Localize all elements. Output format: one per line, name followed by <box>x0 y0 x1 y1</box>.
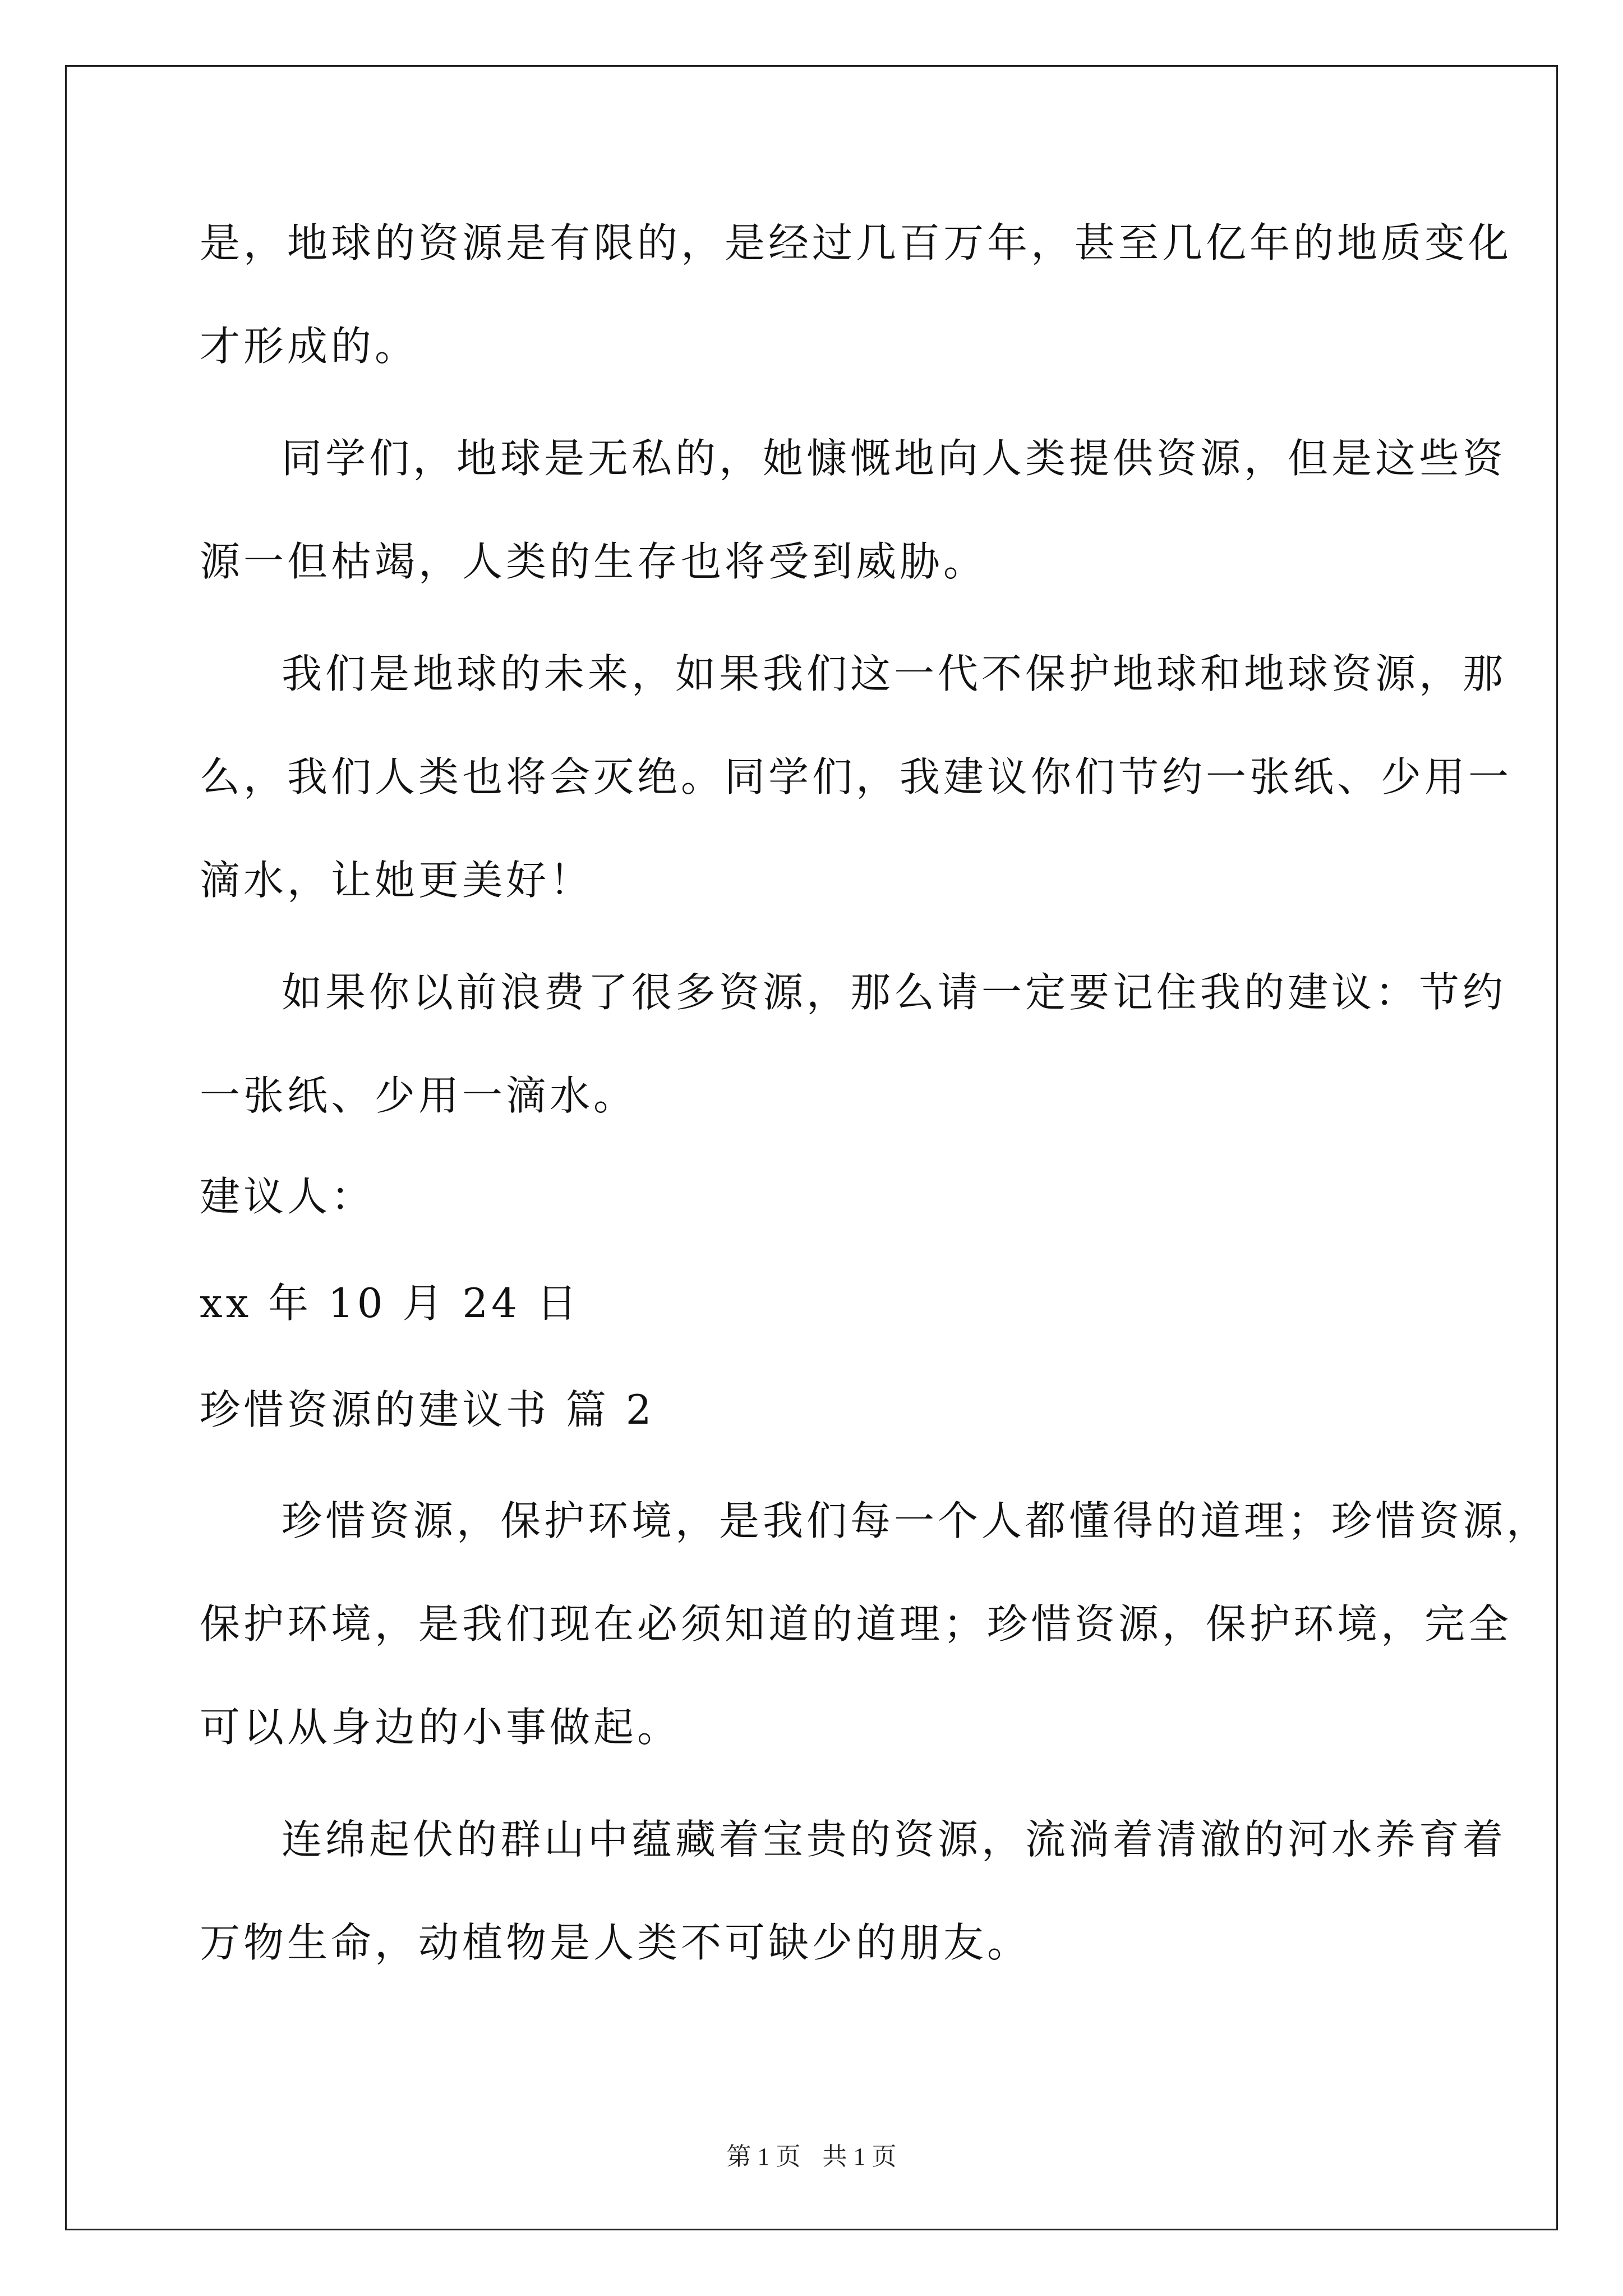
text-line: 保护环境，是我们现在必须知道的道理；珍惜资源，保护环境，完全 <box>200 1600 1513 1648</box>
text-line: 么，我们人类也将会灭绝。同学们，我建议你们节约一张纸、少用一 <box>200 753 1513 800</box>
paragraph-start: 连绵起伏的群山中蕴藏着宝贵的资源，流淌着清澈的河水养育着 <box>282 1816 1507 1863</box>
page-total: 共 1 页 <box>822 2143 897 2170</box>
text-line: 可以从身边的小事做起。 <box>200 1704 681 1751</box>
page-number: 第 1 页 <box>726 2143 801 2170</box>
paragraph-start: 珍惜资源，保护环境，是我们每一个人都懂得的道理；珍惜资源， <box>282 1497 1551 1544</box>
text-line: 一张纸、少用一滴水。 <box>200 1072 638 1119</box>
paragraph-start: 我们是地球的未来，如果我们这一代不保护地球和地球资源，那 <box>282 650 1507 697</box>
paragraph-start: 如果你以前浪费了很多资源，那么请一定要记住我的建议：节约 <box>282 969 1507 1016</box>
signature-label: 建议人： <box>200 1173 375 1220</box>
text-line: 源一但枯竭，人类的生存也将受到威胁。 <box>200 538 988 585</box>
text-line: 是，地球的资源是有限的，是经过几百万年，甚至几亿年的地质变化 <box>200 219 1513 266</box>
page-footer <box>0 2136 1623 2172</box>
text-line: 滴水，让她更美好！ <box>200 857 594 904</box>
date-line: xx 年 10 月 24 日 <box>200 1280 580 1327</box>
section-title: 珍惜资源的建议书 篇 2 <box>200 1386 655 1433</box>
page-border <box>65 65 1558 2230</box>
paragraph-start: 同学们，地球是无私的，她慷慨地向人类提供资源，但是这些资 <box>282 435 1507 482</box>
text-line: 才形成的。 <box>200 323 419 370</box>
text-line: 万物生命，动植物是人类不可缺少的朋友。 <box>200 1919 1031 1966</box>
